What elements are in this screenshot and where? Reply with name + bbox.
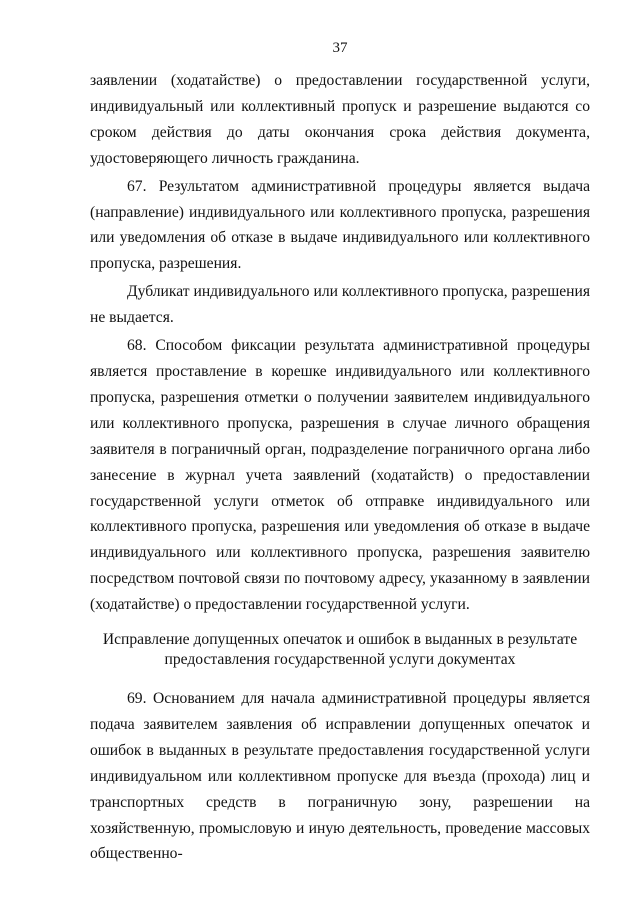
paragraph-69: 69. Основанием для начала административной процедуры является подача заявителем заявления об исправлении допущенных опечаток и ошибок в выданных в результате предоставления государственной услуги индивидуальном или коллективном пропуске для въезда (прохода) лиц и транспортных средств в пограничную зону, разрешении на хозяйственную, промысловую и иную деятельность, проведение массовых общественно-	[90, 690, 590, 863]
paragraph-duplicate: Дубликат индивидуального или коллективного пропуска, разрешения не выдается.	[90, 283, 590, 327]
paragraph-68: 68. Способом фиксации результата административной процедуры является проставление в корешке индивидуального или коллективного пропуска, разрешения отметки о получении заявителем индивидуального или коллективного пропуска, разрешения в случае личного обращения заявителя в пограничный орган, подразделение пограничного органа либо занесение в журнал учета заявлений (ходатайств) о предоставлении государственной услуги отметок об отправке индивидуального или коллективного пропуска, разрешения или уведомления об отказе в выдаче индивидуального или коллективного пропуска, разрешения заявителю посредством почтовой связи по почтовому адресу, указанному в заявлении (ходатайстве) о предоставлении государственной услуги.	[90, 337, 590, 614]
section-heading	[90, 630, 590, 670]
document-page	[90, 38, 590, 867]
section-heading-line-1: Исправление допущенных опечаток и ошибок в выданных в результате	[102, 631, 578, 649]
paragraph-continuation: заявлении (ходатайстве) о предоставлении государственной услуги, индивидуальный или коллективный пропуск и разрешение выдаются со сроком действия до даты окончания срока действия документа, удостоверяющего личность гражданина.	[90, 72, 590, 167]
paragraph-67: 67. Результатом административной процедуры является выдача (направление) индивидуального или коллективного пропуска, разрешения или уведомления об отказе в выдаче индивидуального или коллективного пропуска, разрешения.	[90, 177, 590, 273]
page-number: 37	[332, 40, 348, 56]
section-heading-line-2: предоставления государственной услуги документах	[164, 651, 516, 669]
